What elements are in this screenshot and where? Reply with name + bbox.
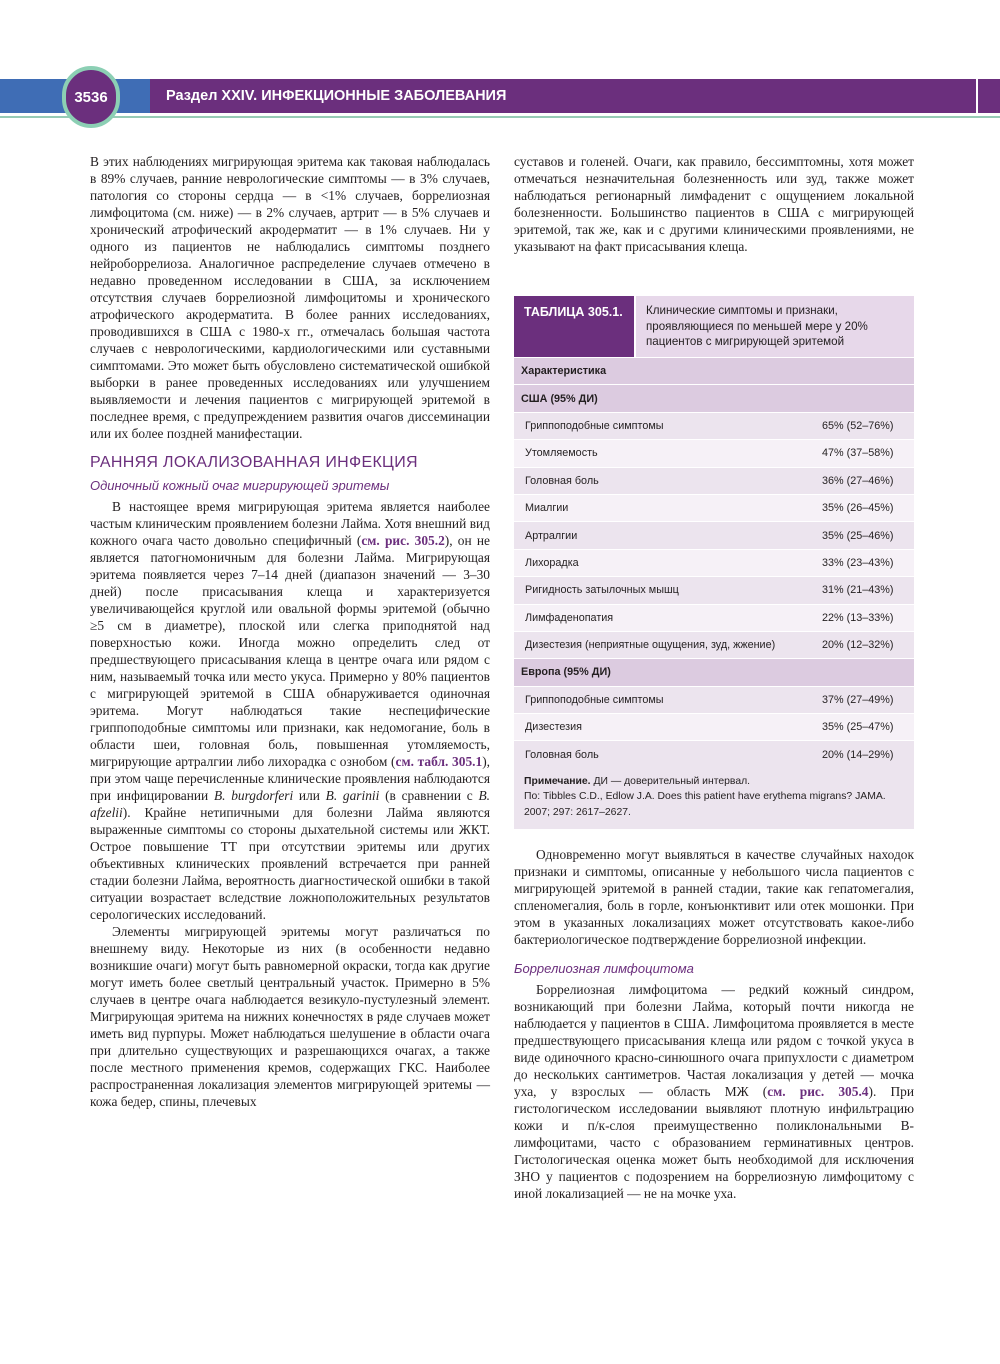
section-heading: РАННЯЯ ЛОКАЛИЗОВАННАЯ ИНФЕКЦИЯ [90,454,418,471]
table-note [514,768,914,830]
note-text: ДИ — доверительный интервал. [590,775,751,787]
table-source: По: Tibbles C.D., Edlow J.A. Does this patient have erythema migrans? JAMA. 2007; 297: 2617–2627. [524,791,886,818]
table-row: Артралгии 35% (25–46%) [514,521,914,548]
table-caption: Клинические симптомы и признаки, проявляющиеся по меньшей мере у 20% пациентов с мигрирующей эритемой [634,296,914,357]
table-row: Миалгии 35% (26–45%) [514,494,914,521]
table-group-header: Европа (95% ДИ) [514,658,914,685]
table-group-header: США (95% ДИ) [514,384,914,411]
right-column-top [514,153,914,255]
table-row: Лихорадка 33% (23–43%) [514,549,914,576]
subsection-heading: Одиночный кожный очаг мигрирующей эритемы [90,478,390,493]
table-row: Гриппоподобные симптомы 37% (27–49%) [514,686,914,713]
left-column [90,153,490,1110]
paragraph: Одновременно могут выявляться в качестве случайных находок признаки и симптомы, описанные у небольшого числа пациентов с мигрирующей эритемой в ранней стадии, такие как гепатомегалия, спленомегалия, боль в горле, конъюнктивит или отек мошонки. При этом в указанных локализациях может отсутствовать какое-либо бактериологическое подтверждение боррелиозной инфекции. [514,847,914,947]
header-bar-end [978,79,1000,113]
table-row: Ригидность затылочных мышц 31% (21–43%) [514,576,914,603]
figure-ref-link[interactable]: см. рис. 305.4 [767,1084,869,1099]
table-305-1 [514,296,914,829]
table-header [514,296,914,357]
paragraph: В этих наблюдениях мигрирующая эритема как таковая наблюдалась в 89% случаев, ранние неврологические симптомы — в 3% случаев, патология со стороны сердца — в <1% случаев, боррелиозная лимфоцитома (см. ниже) — в 2% случаев, артрит — в 5% случаев и хронический атрофический акродерматит — в 1% случаев. Ни у одного из пациентов не наблюдались симптомы позднего нейроборрелиоза. Аналогичное распределение случаев отмечено в недавно проведенном исследовании в США, за исключением отсутствия случаев боррелиозной лимфоцитомы и хронического атрофического акродерматита. В более ранних исследованиях, проводившихся в США с 1980-х гг., отмечалась большая частота случаев с неврологическими, кардиологическими или суставными симптомами. Это может быть обусловлено систематической ошибкой выборки в ранее проведенных исследованиях или улучшением выявляемости и лечения пациентов с мигрирующей эритемой в последнее время, с предупреждением развития очагов диссеминации или их более поздней манифестации. [90,154,490,441]
table-row: Дизестезия 35% (25–47%) [514,713,914,740]
right-column-bottom [514,846,914,1202]
paragraph: Элементы мигрирующей эритемы могут различаться по внешнему виду. Некоторые из них (в особенности недавно возникшие очаги) могут быть равномерной окраски, тогда как другие могут иметь более светлый центральный участок. Примерно в 5% случаев в центре очага наблюдается везикуло-пустулезный элемент. Мигрирующая эритема на нижних конечностях в ряде случаев может иметь вид пурпуры. Может наблюдаться шелушение в области очага при длительно существующих и разрешающихся очагах, а также после местного применения кремов, содержащих ГКС. Наиболее распространенная локализация элементов мигрирующей эритемы — кожа бедер, спины, плечевых [90,924,490,1109]
species-name: B. burgdorferi [213,788,294,803]
table-row: Головная боль 20% (14–29%) [514,740,914,767]
figure-ref-link[interactable]: см. рис. 305.2 [361,533,445,548]
header-rule [0,116,1000,118]
table-row: Дизестезия (неприятные ощущения, зуд, жжение) 20% (12–32%) [514,631,914,658]
table-row: Головная боль 36% (27–46%) [514,467,914,494]
table-column-header: Характеристика [514,357,914,384]
species-name: B. garinii [325,788,380,803]
table-row: Утомляемость 47% (37–58%) [514,439,914,466]
table-row: Лимфаденопатия 22% (13–33%) [514,604,914,631]
section-title: Раздел XXIV. ИНФЕКЦИОННЫЕ ЗАБОЛЕВАНИЯ [166,88,507,104]
table-ref-link[interactable]: см. табл. 305.1 [395,754,483,769]
paragraph: суставов и голеней. Очаги, как правило, бессимптомны, хотя может отмечаться незначительная болезненность или зуд, также может наблюдаться регионарный лимфаденит с ощущением локальной болезненности. Большинство пациентов в США с мигрирующей эритемой, так же, как и с другими клиническими проявлениями, не указывают на факт присасывания клеща. [514,154,914,254]
paragraph: В настоящее время мигрирующая эритема является наиболее частым клиническим проявлением болезни Лайма. Хотя внешний вид кожного очага часто довольно специфичный (см. рис. 305.2), он не является патогномоничным для болезни Лайма. Мигрирующая эритема появляется через 7–14 дней (диапазон значений — 3–30 дней) после присасывания клеща и характеризуется увеличивающейся круглой или овальной формы эритемой (обычно ≥5 см в диаметре), плоской или слегка приподнятой над поверхностью кожи. Иногда можно определить след от предшествующего присасывания клеща в центре очага или рядом с ним, называемый точка или место укуса. Примерно у 80% пациентов с мигрирующей эритемой в США обнаруживается одиночная эритема. Могут наблюдаться такие неспецифические гриппоподобные симптомы или признаки, как недомогание, боль в области шеи, головная боль, повышенная утомляемость, мигрирующие артралгии либо лихорадка с ознобом (см. табл. 305.1), при этом чаще перечисленные клинические проявления наблюдаются при инфицировании B. burgdorferi или B. garinii (в сравнении с B. afzelii). Крайне нетипичными для болезни Лайма являются выраженные симптомы со стороны дыхательной системы или ЖКТ. Острое повышение ТТ при отсутствии эритемы или других объективных клинических проявлений встречается при ранней стадии болезни Лайма, вероятность диагностической ошибки в такой ситуации возрастает вследствие ложноположительных результатов серологических исследований. [90,499,490,922]
subsection-heading: Боррелиозная лимфоцитома [514,961,694,976]
table-number: ТАБЛИЦА 305.1. [514,296,634,357]
table-row: Гриппоподобные симптомы 65% (52–76%) [514,412,914,439]
page-number: 3536 [62,66,120,128]
paragraph: Боррелиозная лимфоцитома — редкий кожный синдром, возникающий при болезни Лайма, который почти никогда не наблюдается у пациентов в США. Лимфоцитома проявляется в месте предшествующего присасывания клеща или рядом с точкой укуса в виде одиночного красно-синюшного очага припухлости с диаметром до нескольких сантиметров. Частая локализация у детей — мочка уха, у взрослых — область МЖ (см. рис. 305.4). При гистологическом исследовании выявляют плотную инфильтрацию кожи и п/к-слоя преимущественно поликлональными В-лимфоцитами, часто с образованием герминативных центров. Гистологическая оценка может быть необходимой для исключения ЗНО у пациентов с подозрением на боррелиозную лимфоцитому с иной локализацией — не на мочке уха. [514,982,914,1201]
note-label: Примечание. [524,775,591,787]
species-name: B. afzelii [90,788,490,820]
